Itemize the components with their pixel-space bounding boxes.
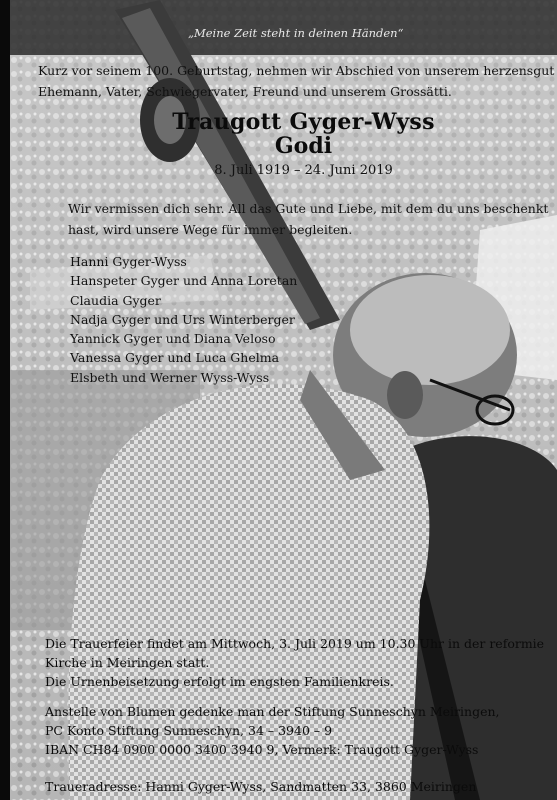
donation-line: PC Konto Stiftung Sunneschyn, 34 – 3940 – 9 — [45, 723, 333, 738]
mourner: Nadja Gyger und Urs Winterberger — [70, 311, 295, 327]
nickname: Godi — [274, 133, 333, 159]
deceased-name: Traugott Gyger-Wyss — [172, 109, 435, 135]
intro-text — [38, 60, 554, 102]
ceremony-line: Die Urnenbeisetzung erfolgt im engsten Familienkreis. — [45, 674, 394, 689]
mourners-list — [70, 252, 297, 387]
mourner: Hanni Gyger-Wyss — [70, 254, 187, 269]
mourning-address: Traueradresse: Hanni Gyger-Wyss, Sandmatten 33, 3860 Meiringen — [45, 779, 477, 794]
mourner: Vanessa Gyger und Luca Ghelma — [70, 350, 280, 366]
donation-line: IBAN CH84 0900 0000 3400 3940 9, Vermerk: Traugott Gyger-Wyss — [45, 742, 479, 757]
message-text — [68, 198, 548, 240]
ceremony-info — [45, 634, 544, 691]
mourner: Hanspeter Gyger und Anna Loretan — [70, 273, 298, 289]
motto: „Meine Zeit steht in deinen Händen“ — [188, 26, 404, 40]
life-dates: 8. Juli 1919 – 24. Juni 2019 — [214, 163, 393, 178]
ceremony-line: Kirche in Meiringen statt. — [45, 655, 210, 670]
message-line: hast, wird unsere Wege für immer begleiten. — [68, 222, 353, 237]
message-line: Wir vermissen dich sehr. All das Gute und Liebe, mit dem du uns beschenkt — [68, 201, 549, 216]
mourner: Yannick Gyger und Diana Veloso — [70, 331, 276, 347]
mourner: Elsbeth und Werner Wyss-Wyss — [70, 369, 270, 385]
intro-line: Kurz vor seinem 100. Geburtstag, nehmen wir Abschied von unserem herzensgut — [38, 63, 555, 78]
intro-line: Ehemann, Vater, Schwiegervater, Freund und unserem Grossätti. — [38, 84, 452, 99]
ceremony-line: Die Trauerfeier findet am Mittwoch, 3. Juli 2019 um 10.30 Uhr in der reformie — [45, 636, 545, 651]
donation-info — [45, 702, 500, 759]
donation-line: Anstelle von Blumen gedenke man der Stiftung Sunneschyn Meiringen, — [45, 704, 500, 719]
mourner: Claudia Gyger — [70, 292, 161, 308]
